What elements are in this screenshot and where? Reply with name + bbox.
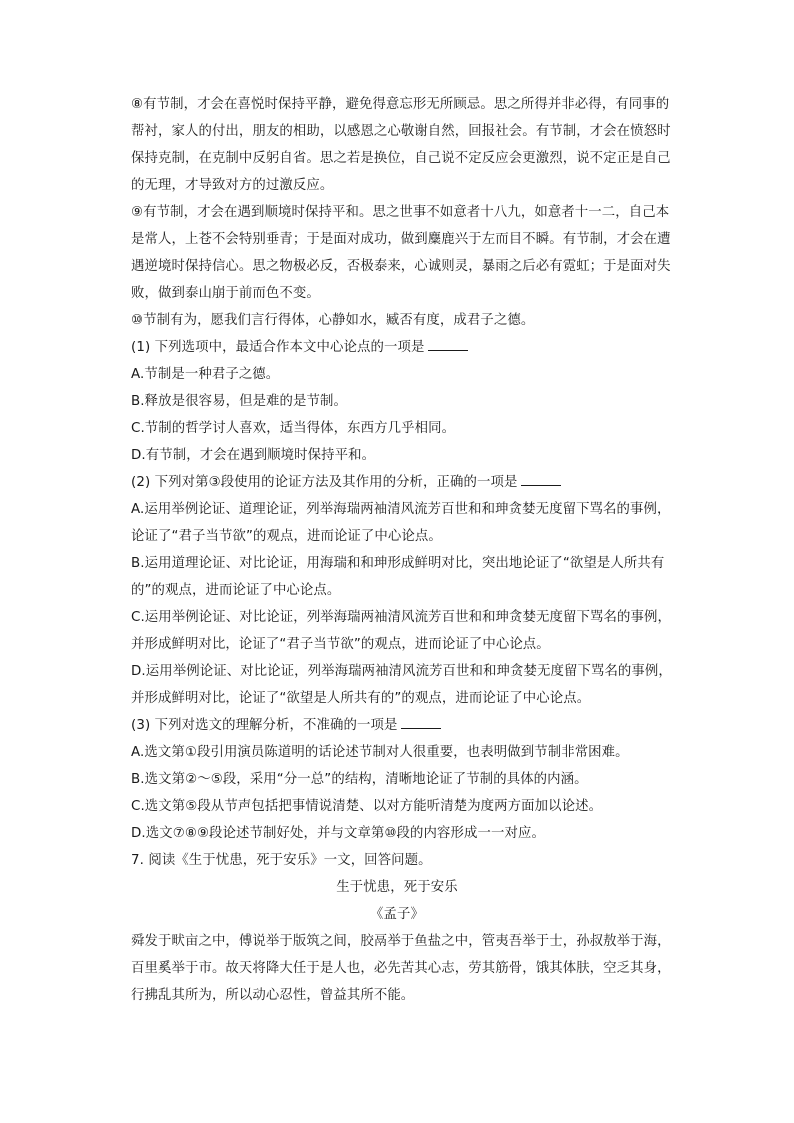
question-2-option-a-line-2: 论证了“君子当节欲”的观点，进而论证了中心论点。 <box>131 529 442 544</box>
question-3-option-a: A.选文第①段引用演员陈道明的话论述节制对人很重要，也表明做到节制非常困难。 <box>131 745 629 760</box>
question-1-option-a: A.节制是一种君子之德。 <box>131 367 280 382</box>
paragraph-8-line-4: 的无理，才导致对方的过激反应。 <box>131 178 334 193</box>
question-3-stem: (3) 下列对选文的理解分析，不准确的一项是 <box>131 712 663 739</box>
paragraph-9-line-3: 遇逆境时保持信心。思之物极必反，否极泰来，心诚则灵，暴雨之后必有霓虹；于是面对失 <box>131 259 671 274</box>
passage-line-3: 行拂乱其所为，所以动心忍性，曾益其所不能。 <box>131 988 415 1003</box>
paragraph-9-line-2: 是常人，上苍不会特别垂青；于是面对成功，做到麋鹿兴于左而目不瞬。有节制，才会在遭 <box>131 232 671 247</box>
answer-blank[interactable] <box>428 336 468 351</box>
paragraph-9-line-1: ⑨有节制，才会在遇到顺境时保持平和。思之世事不如意者十八九，如意者十一二，自己本 <box>131 205 670 220</box>
question-2-option-c-line-1: C.运用举例论证、对比论证，列举海瑞两袖清风流芳百世和和珅贪婪无度留下骂名的事例， <box>131 610 671 625</box>
document-page <box>131 91 672 1009</box>
question-2-option-a-line-1: A.运用举例论证、道理论证，列举海瑞两袖清风流芳百世和和珅贪婪无度留下骂名的事例， <box>131 502 671 517</box>
question-3-option-c: C.选文第⑤段从节声包括把事情说清楚、以对方能听清楚为度两方面加以论述。 <box>131 799 603 814</box>
question-2-stem: (2) 下列对第③段使用的论证方法及其作用的分析，正确的一项是 <box>131 469 663 496</box>
question-3-option-b: B.选文第②～⑤段，采用“分一总”的结构，清晰地论证了节制的具体的内涵。 <box>131 772 588 787</box>
question-2-option-b-line-2: 的”的观点，进而论证了中心论点。 <box>131 583 341 598</box>
question-2-option-d-line-1: D.运用举例论证、对比论证，列举海瑞两袖清风流芳百世和和珅贪婪无度留下骂名的事例， <box>131 664 672 679</box>
question-7-stem: 7. 阅读《生于忧患，死于安乐》一文，回答问题。 <box>131 853 432 868</box>
question-1-option-c: C.节制的哲学讨人喜欢，适当得体，东西方几乎相同。 <box>131 421 456 436</box>
passage-line-2: 百里奚举于市。故天将降大任于是人也，必先苦其心志，劳其筋骨，饿其体肤，空乏其身， <box>131 961 671 976</box>
paragraph-8-line-2: 帮衬，家人的付出，朋友的相助，以感恩之心敬谢自然，回报社会。有节制，才会在愤怒时 <box>131 124 671 139</box>
question-1-option-d: D.有节制，才会在遇到顺境时保持平和。 <box>131 448 376 463</box>
passage-line-1: 舜发于畎亩之中，傅说举于版筑之间，胶鬲举于鱼盐之中，管夷吾举于士，孙叔敖举于海， <box>131 934 671 949</box>
passage-author: 《孟子》 <box>370 907 424 922</box>
question-3-option-d: D.选文⑦⑧⑨段论述节制好处，并与文章第⑩段的内容形成一一对应。 <box>131 826 545 841</box>
answer-blank[interactable] <box>521 471 561 486</box>
question-1-stem: (1) 下列选项中，最适合作本文中心论点的一项是 <box>131 334 663 361</box>
question-2-option-c-line-2: 并形成鲜明对比，论证了“君子当节欲”的观点，进而论证了中心论点。 <box>131 637 550 652</box>
question-2-option-d-line-2: 并形成鲜明对比，论证了“欲望是人所共有的”的观点，进而论证了中心论点。 <box>131 691 591 706</box>
answer-blank[interactable] <box>401 714 441 729</box>
paragraph-8-line-3: 保持克制，在克制中反躬自省。思之若是换位，自己说不定反应会更激烈，说不定正是自己 <box>131 151 671 166</box>
paragraph-10: ⑩节制有为，愿我们言行得体，心静如水，臧否有度，成君子之德。 <box>131 313 535 328</box>
paragraph-9-line-4: 败，做到泰山崩于前而色不变。 <box>131 286 320 301</box>
paragraph-8-line-1: ⑧有节制，才会在喜悦时保持平静，避免得意忘形无所顾忌。思之所得并非必得，有同事的 <box>131 97 670 112</box>
passage-title: 生于忧患，死于安乐 <box>336 880 458 895</box>
question-1-option-b: B.释放是很容易，但是难的是节制。 <box>131 394 348 409</box>
question-2-option-b-line-1: B.运用道理论证、对比论证，用海瑞和和珅形成鲜明对比，突出地论证了“欲望是人所共有 <box>131 556 665 571</box>
